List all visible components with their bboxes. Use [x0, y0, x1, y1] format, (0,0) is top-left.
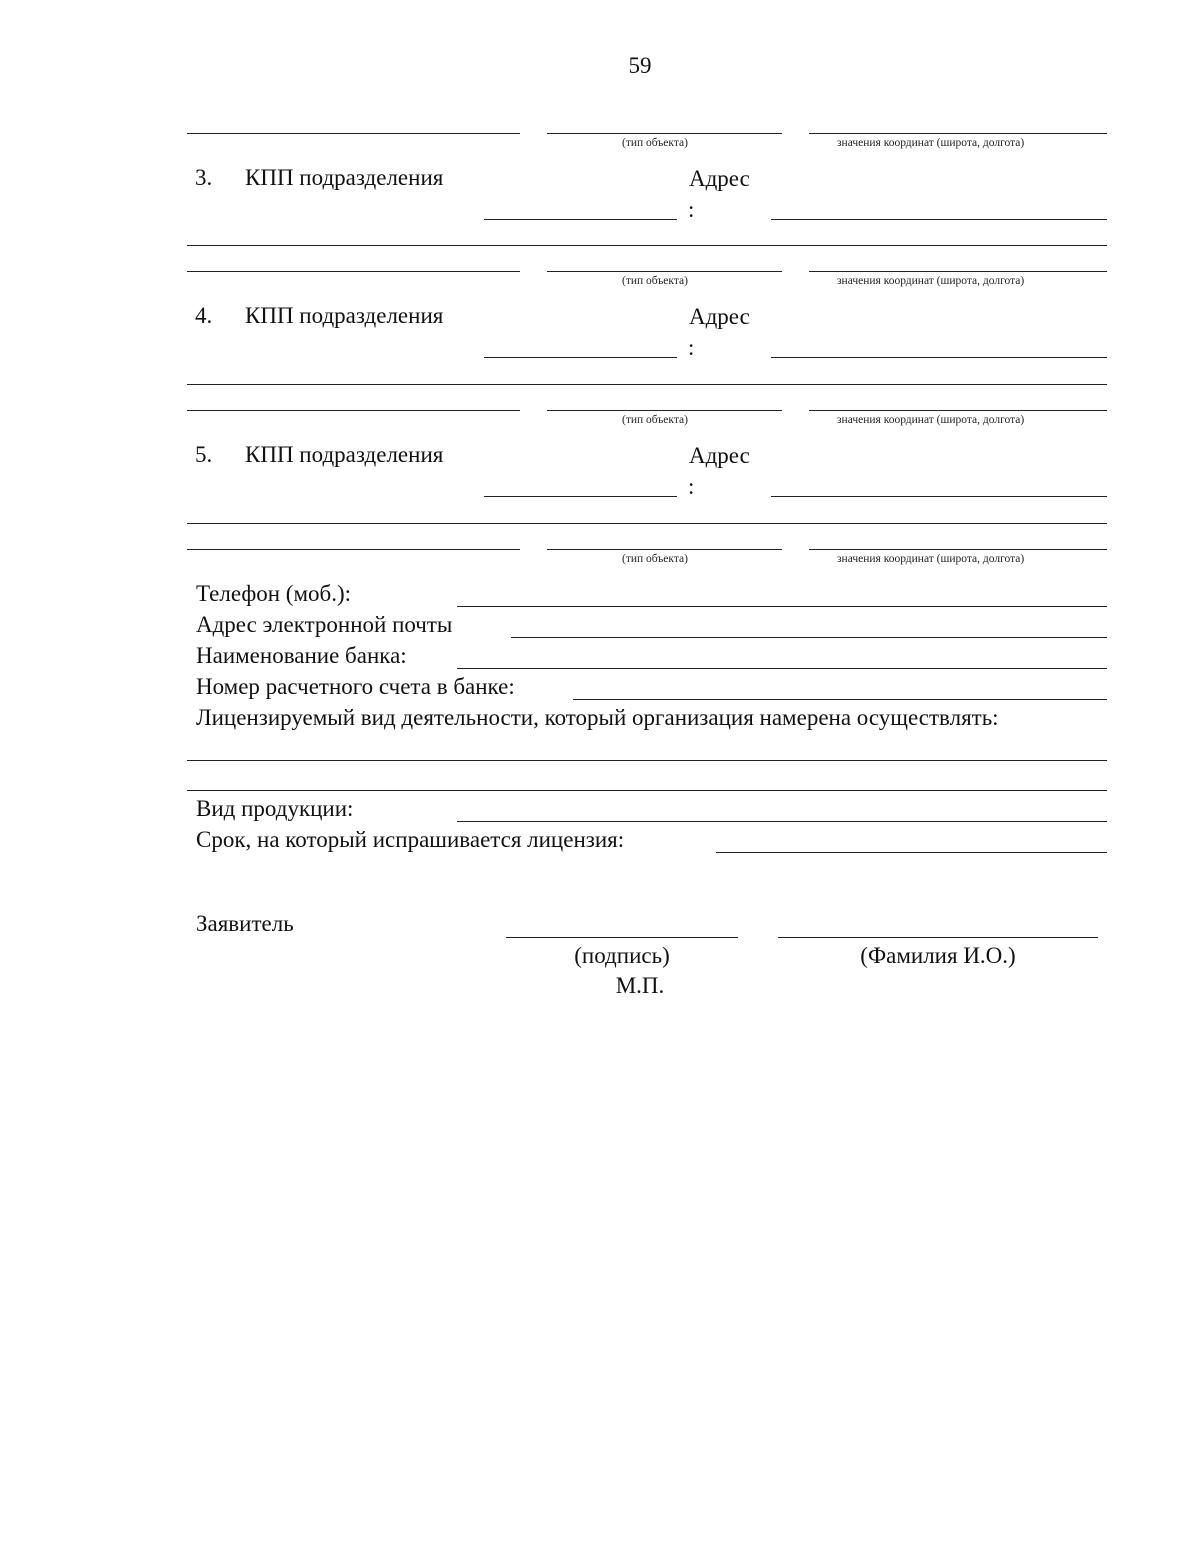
activity-field[interactable] — [187, 760, 1107, 761]
address-input-line[interactable] — [484, 219, 677, 220]
blank-line — [187, 133, 520, 134]
block-title: КПП подразделения — [245, 303, 444, 328]
block-number: 3. — [195, 165, 213, 190]
blank-line — [187, 410, 520, 411]
object-type-caption: (тип объекта) — [622, 553, 688, 565]
object-type-caption: (тип объекта) — [622, 137, 688, 149]
address-label: Адрес — [689, 166, 750, 191]
blank-line — [187, 549, 520, 550]
email-field[interactable] — [511, 637, 1107, 638]
block-number: 5. — [195, 442, 213, 467]
object-type-line[interactable] — [547, 271, 782, 272]
term-field[interactable] — [716, 852, 1107, 853]
full-width-line[interactable] — [187, 384, 1107, 385]
address-input-line[interactable] — [771, 219, 1107, 220]
signature-caption: (подпись) — [574, 943, 670, 968]
coordinates-line[interactable] — [809, 271, 1107, 272]
coordinates-caption: значения координат (широта, долгота) — [837, 275, 1025, 287]
block-title: КПП подразделения — [245, 442, 444, 467]
address-label: Адрес — [689, 304, 750, 329]
address-colon: : — [688, 335, 695, 360]
address-input-line[interactable] — [484, 496, 677, 497]
blank-line — [187, 271, 520, 272]
bank-name-label: Наименование банка: — [196, 643, 407, 668]
account-label: Номер расчетного счета в банке: — [196, 674, 515, 699]
phone-field[interactable] — [457, 606, 1107, 607]
address-label: Адрес — [689, 443, 750, 468]
coordinates-line — [809, 133, 1107, 134]
activity-field[interactable] — [187, 790, 1107, 791]
applicant-label: Заявитель — [196, 911, 294, 936]
account-field[interactable] — [573, 699, 1107, 700]
product-label: Вид продукции: — [196, 796, 354, 821]
name-caption: (Фамилия И.О.) — [860, 943, 1016, 968]
object-type-caption: (тип объекта) — [622, 275, 688, 287]
block-number: 4. — [195, 303, 213, 328]
address-input-line[interactable] — [771, 357, 1107, 358]
email-label: Адрес электронной почты — [196, 612, 453, 637]
phone-label: Телефон (моб.): — [196, 581, 352, 606]
page-number: 59 — [628, 53, 652, 78]
address-input-line[interactable] — [771, 496, 1107, 497]
term-label: Срок, на который испрашивается лицензия: — [196, 827, 625, 852]
full-width-line[interactable] — [187, 245, 1107, 246]
address-colon: : — [688, 474, 695, 499]
coordinates-line[interactable] — [809, 410, 1107, 411]
object-type-caption: (тип объекта) — [622, 414, 688, 426]
block-title: КПП подразделения — [245, 165, 444, 190]
object-type-line[interactable] — [547, 410, 782, 411]
object-type-line[interactable] — [547, 549, 782, 550]
product-field[interactable] — [457, 821, 1107, 822]
coordinates-line[interactable] — [809, 549, 1107, 550]
full-width-line[interactable] — [187, 523, 1107, 524]
coordinates-caption: значения координат (широта, долгота) — [837, 553, 1025, 565]
activity-label: Лицензируемый вид деятельности, который организация намерена осуществлять: — [196, 705, 999, 730]
address-colon: : — [688, 197, 695, 222]
bank-name-field[interactable] — [457, 668, 1107, 669]
object-type-line — [547, 133, 782, 134]
address-input-line[interactable] — [484, 357, 677, 358]
signature-field[interactable] — [506, 937, 738, 938]
stamp-label: М.П. — [615, 973, 665, 998]
name-field[interactable] — [778, 937, 1098, 938]
coordinates-caption: значения координат (широта, долгота) — [837, 414, 1025, 426]
coordinates-caption: значения координат (широта, долгота) — [837, 137, 1025, 149]
